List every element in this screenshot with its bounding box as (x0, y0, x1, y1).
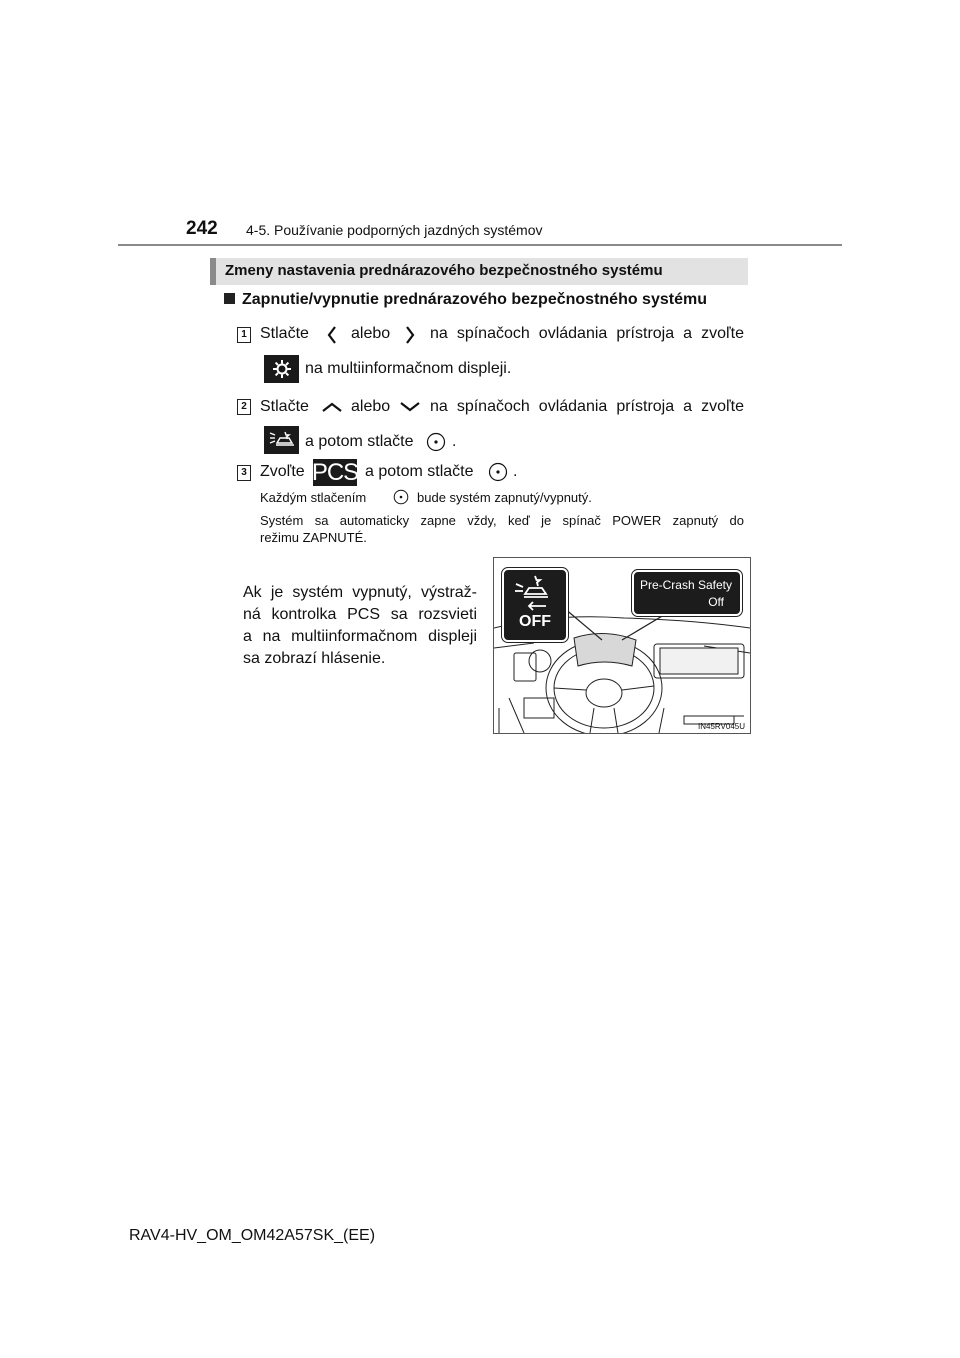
step-1-text-c-content: na spínačoch ovládania prístroja a zvoľte (430, 325, 744, 342)
body-paragraph (243, 582, 477, 670)
square-bullet-icon (224, 293, 235, 304)
pcs-warning-icon (504, 570, 566, 614)
section-bar-marker (210, 258, 216, 285)
note-1-text-a: Každým stlačením (260, 490, 367, 505)
ok-button-icon (488, 462, 508, 482)
step-1-text-b: alebo (351, 325, 391, 342)
section-title-bar (210, 258, 748, 285)
dashboard-illustration (493, 557, 751, 734)
step-1-text-a: Stlačte (260, 325, 309, 342)
step-3-text-a: Zvoľte (260, 463, 305, 480)
para-line-1: Ak je systém vypnutý, výstraž- (243, 584, 477, 601)
step-2-text-c-content: na spínačoch ovládania prístroja a zvoľte (430, 398, 744, 415)
page-number: 242 (186, 218, 218, 239)
header-rule (118, 244, 842, 246)
note-2-line-1-text: Systém sa automaticky zapne vždy, keď je spínač POWER zapnutý do (260, 513, 744, 528)
step-1-text-c (430, 325, 744, 343)
step-2-text-c (430, 398, 744, 416)
note-1-text-b: bude systém zapnutý/vypnutý. (417, 490, 592, 505)
note-2-line-2: režimu ZAPNUTÉ. (260, 530, 367, 545)
subheading-text: Zapnutie/vypnutie prednárazového bezpečnostného systému (242, 291, 707, 308)
display-message-callout (632, 570, 742, 616)
step-2-text-a: Stlačte (260, 398, 309, 415)
para-line-2: ná kontrolka PCS sa rozsvieti (243, 606, 477, 623)
step-2-text-b: alebo (351, 398, 391, 415)
step-number-2: 2 (237, 399, 251, 415)
step-1-text-d: na multiinformačnom displeji. (305, 360, 512, 377)
chevron-left-icon (325, 324, 339, 346)
settings-gear-icon (264, 355, 299, 383)
ok-button-icon (393, 489, 409, 505)
step-3-text-c: . (513, 463, 518, 480)
step-3-text-b: a potom stlačte (365, 463, 474, 480)
display-message-line-2: Off (708, 595, 724, 609)
step-number-1: 1 (237, 327, 251, 343)
pcs-icon (313, 459, 357, 486)
para-line-4: sa zobrazí hlásenie. (243, 650, 386, 667)
step-number-3: 3 (237, 465, 251, 481)
chevron-down-icon (398, 400, 422, 414)
chevron-up-icon (320, 400, 344, 414)
pcs-warning-light-callout (502, 568, 568, 642)
illustration-code: IN45RV045U (698, 722, 745, 731)
para-line-3: a na multiinformačnom displeji (243, 628, 477, 645)
pcs-icon-label: PCS (311, 458, 359, 486)
section-title: Zmeny nastavenia prednárazového bezpečnostného systému (225, 262, 663, 279)
step-2-text-e: . (452, 433, 457, 450)
display-message-line-1: Pre-Crash Safety (639, 578, 732, 592)
chevron-right-icon (403, 324, 417, 346)
section-header: 4-5. Používanie podporných jazdných systémov (246, 222, 543, 238)
driving-assist-icon (264, 426, 299, 454)
step-2-text-d: a potom stlačte (305, 433, 414, 450)
document-id: RAV4-HV_OM_OM42A57SK_(EE) (129, 1227, 376, 1244)
ok-button-icon (426, 432, 446, 452)
note-2-line-1 (260, 513, 744, 528)
pcs-off-label: OFF (519, 613, 551, 630)
subheading (224, 291, 707, 309)
